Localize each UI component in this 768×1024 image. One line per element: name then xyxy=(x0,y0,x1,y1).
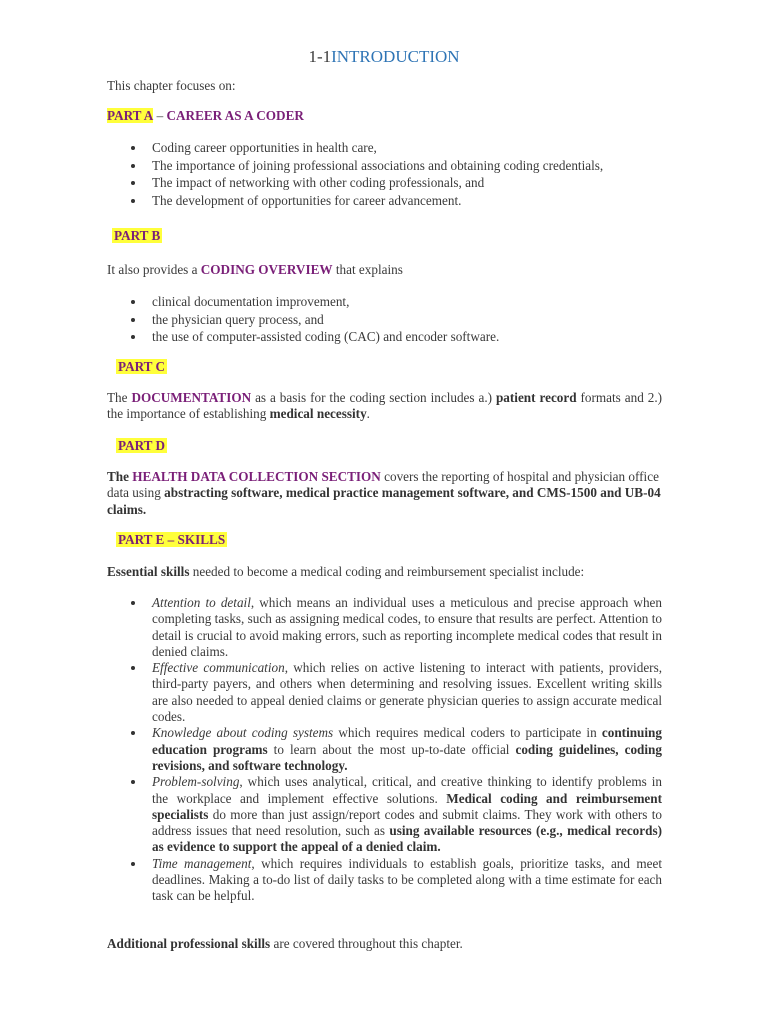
bullet-icon xyxy=(131,181,135,185)
list-item xyxy=(107,774,662,855)
doc-mid: as a basis for the coding section includes a.) xyxy=(251,390,496,405)
skill-bold: continuing education programs xyxy=(152,725,662,757)
list-item xyxy=(107,856,662,905)
overview-text xyxy=(107,262,662,278)
essential-rest: needed to become a medical coding and reimbursement specialist include: xyxy=(189,564,585,579)
part-a-label: PART A xyxy=(107,108,154,123)
list-item-text: clinical documentation improvement, xyxy=(152,294,350,309)
skill-text: which requires medical coders to participate in xyxy=(333,725,602,741)
list-item xyxy=(107,328,662,346)
doc-pre: The xyxy=(107,390,132,405)
skill-text: to learn about the most up-to-date official xyxy=(267,741,516,757)
part-a-list xyxy=(107,139,662,209)
list-item-text: the physician query process, and xyxy=(152,311,324,327)
hd-term: HEALTH DATA COLLECTION SECTION xyxy=(132,469,381,484)
skill-name: Effective communication xyxy=(152,660,285,676)
bullet-icon xyxy=(131,731,135,735)
skill-text: , which means an individual uses a meticulous and precise approach when completing tasks, such as assigning medical codes, to ensure that results are perfect. Attention to detail is crucial to avoid making errors, such as reporting incomplete medical codes that result in denied claims. xyxy=(152,595,662,659)
health-data-text xyxy=(107,469,662,518)
doc-bold-2: medical necessity xyxy=(269,406,367,422)
skill-text: do more than just assign/report codes and submit claims. They work with others to address issues that need resolution, such as xyxy=(152,806,662,839)
page-title xyxy=(0,47,768,67)
part-d-label: PART D xyxy=(118,438,166,453)
bullet-icon xyxy=(131,146,135,150)
doc-term: DOCUMENTATION xyxy=(131,390,252,405)
bullet-icon xyxy=(131,318,135,322)
hd-pre: The xyxy=(107,469,133,484)
part-d-heading xyxy=(116,438,167,454)
part-a-title: CAREER AS A CODER xyxy=(166,108,304,123)
bullet-icon xyxy=(131,199,135,203)
skill-name: Knowledge about coding systems xyxy=(152,725,334,741)
title-number: 1-1 xyxy=(308,47,332,66)
list-item xyxy=(107,311,662,329)
documentation-text xyxy=(107,390,662,423)
part-a-heading xyxy=(107,108,662,124)
skill-name: Attention to detail xyxy=(152,595,251,610)
part-e-heading xyxy=(116,532,227,548)
skills-list xyxy=(107,595,662,905)
list-item xyxy=(107,157,662,175)
skill-name: Time management xyxy=(152,855,252,871)
skill-bold: Medical coding and reimbursement specialists xyxy=(152,790,663,822)
list-item xyxy=(107,192,662,210)
hd-bold: abstracting software, medical practice management software, and CMS-1500 and UB-04 claims. xyxy=(107,485,661,517)
doc-end: . xyxy=(366,406,370,422)
bullet-icon xyxy=(131,780,135,784)
list-item xyxy=(107,293,662,311)
skill-bold: using available resources (e.g., medical records) as evidence to support the appeal of a denied claim. xyxy=(152,823,662,855)
bullet-icon xyxy=(131,335,135,339)
overview-pre: It also provides a xyxy=(107,262,201,277)
essential-bold: Essential skills xyxy=(107,564,190,579)
list-item xyxy=(107,174,662,192)
skill-bold: coding guidelines, coding revisions, and software technology. xyxy=(152,741,662,773)
list-item-text: The impact of networking with other coding professionals, and xyxy=(152,175,485,191)
list-item xyxy=(107,595,662,660)
part-a-dash: – xyxy=(153,108,167,123)
additional-skills-text xyxy=(107,936,662,952)
skill-text: , which requires individuals to establish goals, prioritize tasks, and meet deadlines. Making a to-do list of daily tasks to be completed along with a time estimate for each task can be helpful. xyxy=(152,855,662,904)
bullet-icon xyxy=(131,601,135,605)
doc-bold-1: patient record xyxy=(495,390,577,405)
essential-skills-text xyxy=(107,564,662,580)
list-item-text: Coding career opportunities in health care, xyxy=(152,140,377,155)
hd-mid: covers the reporting of hospital and physician office data using xyxy=(107,469,659,501)
part-c-heading xyxy=(116,359,167,375)
bullet-icon xyxy=(131,666,135,670)
bullet-icon xyxy=(131,300,135,304)
list-item xyxy=(107,139,662,157)
list-item-text: The importance of joining professional associations and obtaining coding credentials, xyxy=(152,157,604,173)
part-e-label: PART E – SKILLS xyxy=(118,532,226,547)
overview-post: that explains xyxy=(332,262,403,277)
intro-text: This chapter focuses on: xyxy=(107,78,236,93)
part-c-label: PART C xyxy=(118,359,166,374)
part-b-label: PART B xyxy=(114,228,161,243)
overview-term: CODING OVERVIEW xyxy=(200,262,333,277)
list-item xyxy=(107,660,662,725)
additional-rest: are covered throughout this chapter. xyxy=(270,936,463,951)
part-b-heading xyxy=(112,228,162,244)
title-word: INTRODUCTION xyxy=(331,47,460,66)
skill-name: Problem-solving xyxy=(152,774,240,790)
bullet-icon xyxy=(131,164,135,168)
list-item-text: the use of computer-assisted coding (CAC) and encoder software. xyxy=(152,329,500,345)
additional-bold: Additional professional skills xyxy=(107,936,271,951)
list-item-text: The development of opportunities for career advancement. xyxy=(152,192,462,208)
bullet-icon xyxy=(131,862,135,866)
list-item xyxy=(107,725,662,774)
doc-mid-2: formats and 2.) the importance of establishing xyxy=(107,390,663,422)
skill-text: , which relies on active listening to interact with patients, providers, third-party payers, and others when determining and resolving issues. Excellent writing skills are also needed to appeal denied claims or generate physician queries to assign accurate medical codes. xyxy=(152,660,662,725)
part-b-list xyxy=(107,293,662,346)
skill-text: , which uses analytical, critical, and creative thinking to identify problems in the workplace and implement effective solutions. xyxy=(152,774,662,806)
